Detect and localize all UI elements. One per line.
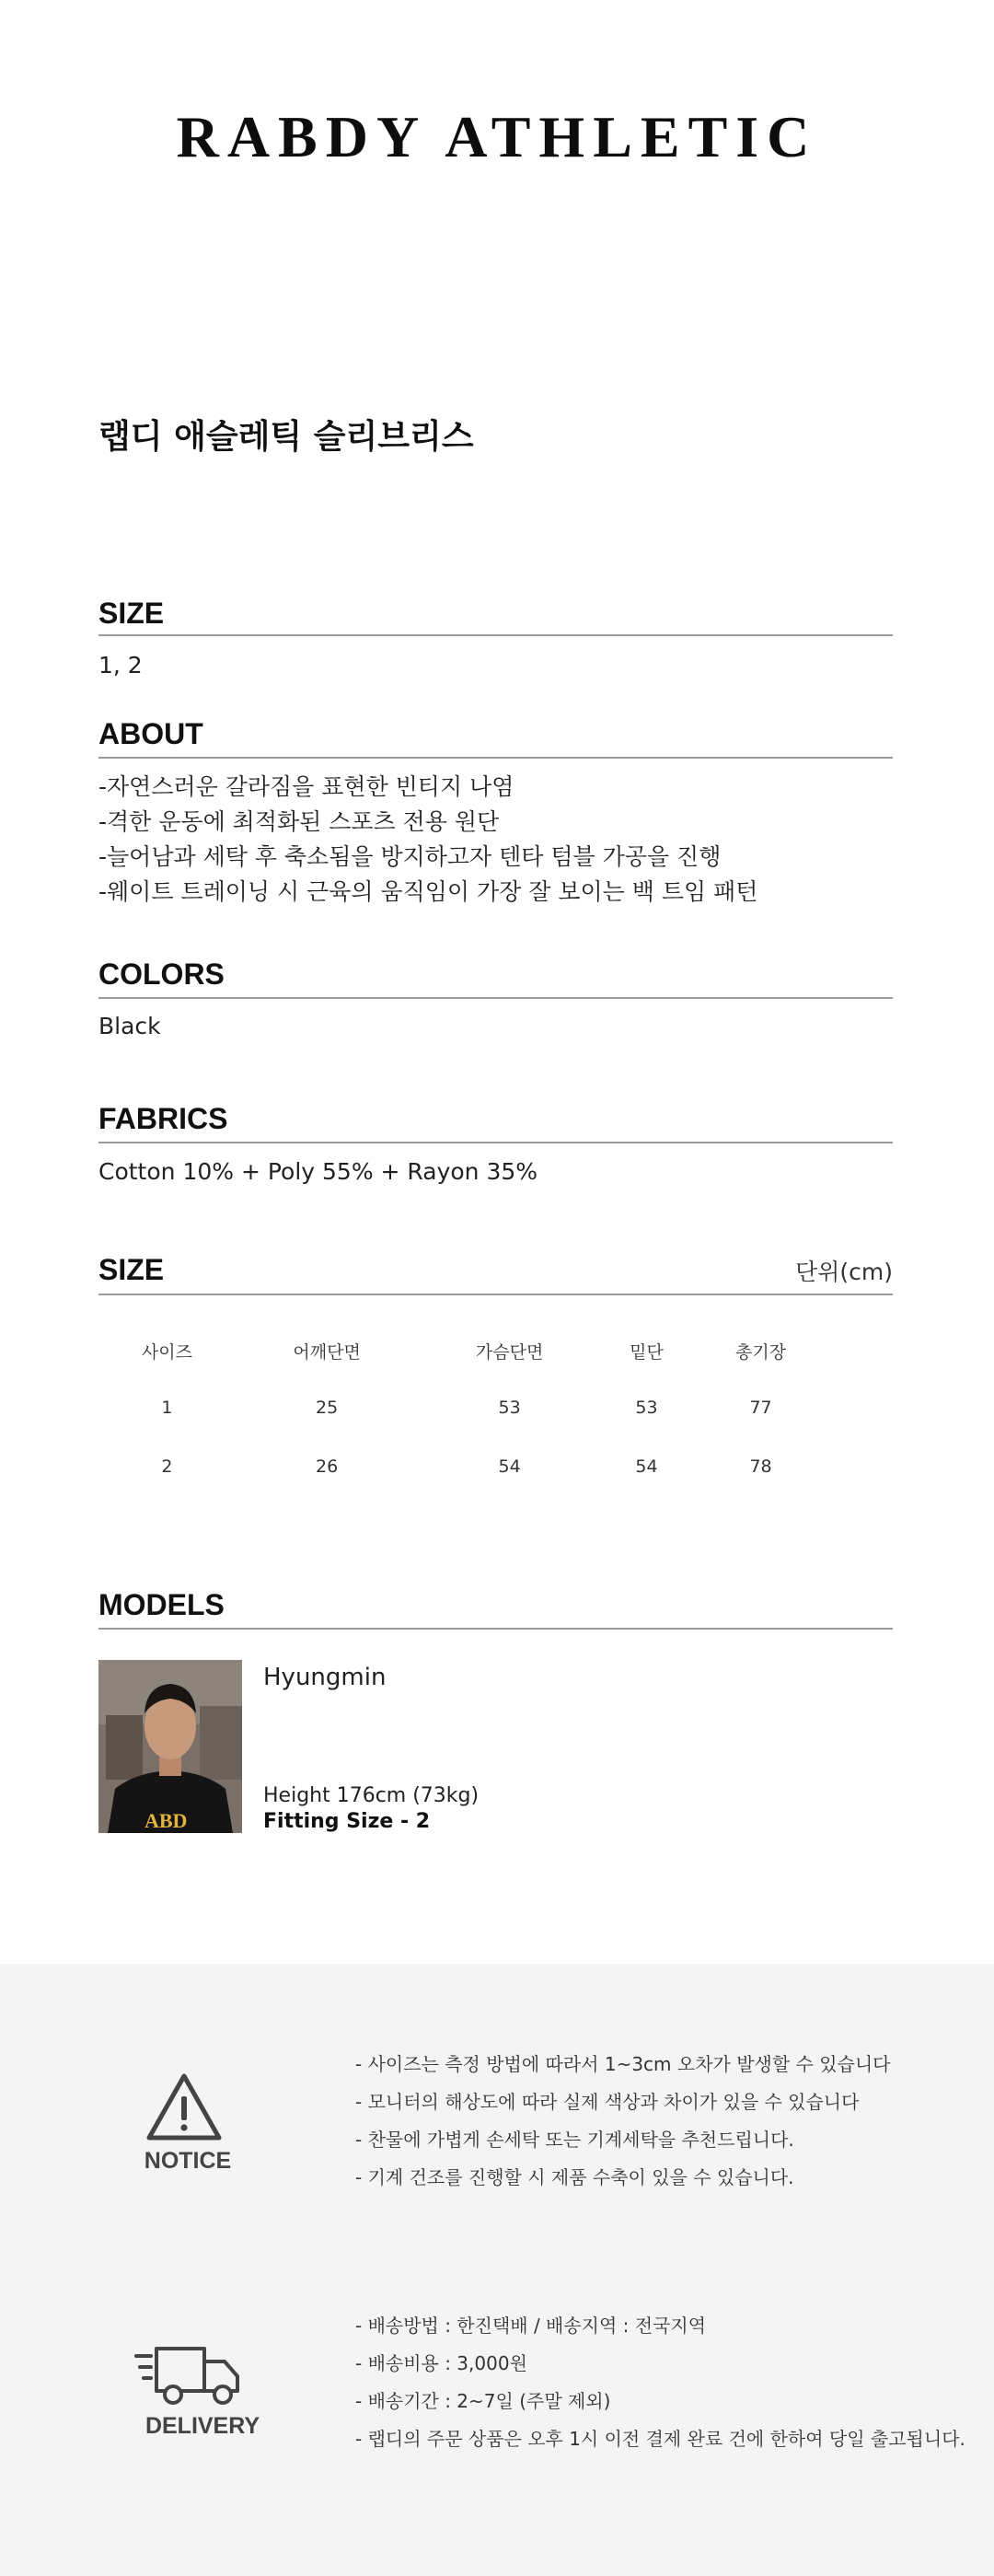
delivery-label: DELIVERY	[144, 2413, 260, 2439]
table-cell: 77	[749, 1398, 772, 1418]
models-divider	[98, 1628, 893, 1630]
size-chart-header: 어깨단면	[293, 1341, 361, 1363]
model-photo	[98, 1660, 242, 1833]
table-cell: 54	[498, 1456, 521, 1477]
delivery-item: - 배송비용 : 3,000원	[355, 2352, 527, 2374]
product-title: 랩디 애슬레틱 슬리브리스	[98, 418, 474, 456]
about-list	[98, 770, 757, 910]
model-fitting-size: Fitting Size - 2	[263, 1810, 431, 1833]
models-heading: MODELS	[98, 1588, 225, 1621]
notice-item: - 찬물에 가볍게 손세탁 또는 기계세탁을 추천드립니다.	[355, 2129, 794, 2151]
table-cell: 1	[161, 1398, 173, 1418]
svg-text:ABD: ABD	[144, 1809, 188, 1832]
notice-delivery-panel	[0, 1964, 994, 2576]
model-photo-illustration	[98, 1660, 242, 1833]
model-height: Height 176cm (73kg)	[263, 1784, 480, 1807]
table-row	[98, 1378, 829, 1437]
size-chart-header: 밑단	[630, 1341, 664, 1363]
size-heading: SIZE	[98, 597, 165, 630]
notice-item: - 기계 건조를 진행할 시 제품 수축이 있을 수 있습니다.	[355, 2166, 794, 2188]
about-item: -웨이트 트레이닝 시 근육의 움직임이 가장 잘 보이는 백 트임 패턴	[98, 878, 758, 905]
colors-divider	[98, 997, 893, 999]
notice-item: - 사이즈는 측정 방법에 따라서 1~3cm 오차가 발생할 수 있습니다	[355, 2053, 891, 2075]
table-cell: 26	[316, 1456, 339, 1477]
model-name: Hyungmin	[263, 1664, 387, 1691]
delivery-list	[355, 2307, 965, 2458]
about-divider	[98, 757, 893, 759]
size-chart-header: 총기장	[735, 1341, 787, 1363]
delivery-item: - 랩디의 주문 상품은 오후 1시 이전 결제 완료 건에 한하여 당일 출고됩니다.	[355, 2428, 965, 2450]
delivery-item: - 배송방법 : 한진택배 / 배송지역 : 전국지역	[355, 2315, 707, 2337]
fabrics-value: Cotton 10% + Poly 55% + Rayon 35%	[98, 1158, 538, 1185]
fabrics-heading: FABRICS	[98, 1102, 228, 1135]
table-cell: 2	[161, 1456, 173, 1477]
size-chart-divider	[98, 1294, 893, 1295]
colors-value: Black	[98, 1013, 161, 1039]
size-value: 1, 2	[98, 652, 143, 679]
about-item: -격한 운동에 최적화된 스포츠 전용 원단	[98, 808, 500, 835]
warning-icon	[145, 2072, 223, 2142]
notice-list	[355, 2046, 890, 2197]
size-chart-heading: SIZE	[98, 1253, 165, 1286]
delivery-item: - 배송기간 : 2~7일 (주말 제외)	[355, 2390, 611, 2412]
table-cell: 53	[498, 1398, 521, 1418]
colors-heading: COLORS	[98, 957, 225, 991]
table-cell: 54	[635, 1456, 658, 1477]
table-cell: 53	[635, 1398, 658, 1418]
about-item: -자연스러운 갈라짐을 표현한 빈티지 나염	[98, 773, 514, 800]
about-heading: ABOUT	[98, 717, 203, 750]
fabrics-divider	[98, 1142, 893, 1143]
size-chart-table	[98, 1323, 829, 1496]
table-row	[98, 1437, 829, 1496]
size-divider	[98, 634, 893, 636]
size-chart-header: 가슴단면	[475, 1341, 544, 1363]
table-cell: 25	[316, 1398, 339, 1418]
size-chart-unit: 단위(cm)	[795, 1259, 893, 1285]
delivery-truck-icon	[134, 2343, 245, 2409]
table-cell: 78	[749, 1456, 772, 1477]
size-chart-header: 사이즈	[141, 1341, 192, 1363]
notice-label: NOTICE	[144, 2148, 232, 2174]
notice-item: - 모니터의 해상도에 따라 실제 색상과 차이가 있을 수 있습니다	[355, 2091, 860, 2113]
brand-logo: RABDY ATHLETIC	[176, 104, 818, 169]
about-item: -늘어남과 세탁 후 축소됨을 방지하고자 텐타 텀블 가공을 진행	[98, 843, 722, 870]
size-chart-header-row	[98, 1323, 829, 1378]
